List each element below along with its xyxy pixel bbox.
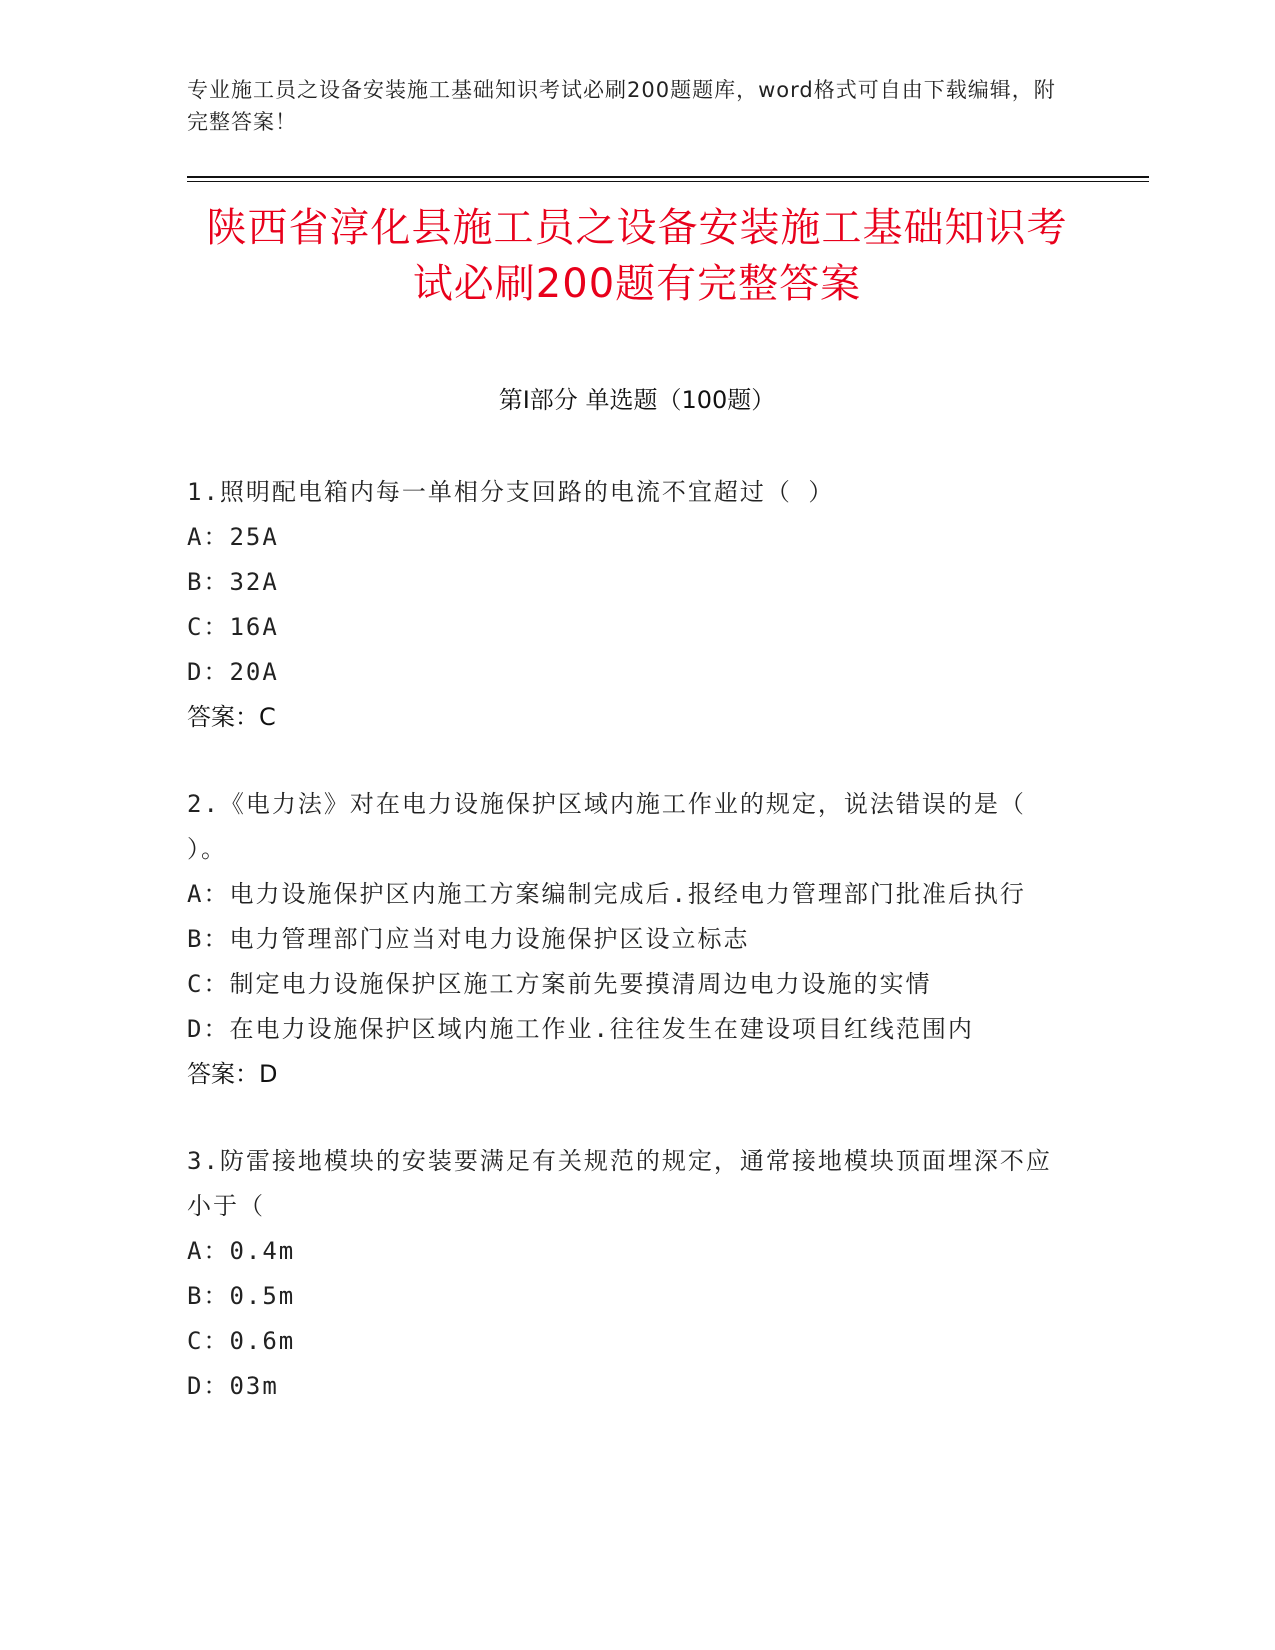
option-c: C：16A [187, 613, 279, 641]
option-b: B：32A [187, 568, 279, 596]
question-stem: 1.照明配电箱内每一单相分支回路的电流不宜超过（ ） [187, 478, 835, 506]
document-title: 陕西省淳化县施工员之设备安装施工基础知识考试必刷200题有完整答案 [206, 205, 1068, 307]
option-c: C：制定电力设施保护区施工方案前先要摸清周边电力设施的实情 [187, 970, 932, 998]
answer: 答案：C [187, 703, 276, 731]
question-2 [187, 782, 1067, 1097]
option-a: A：电力设施保护区内施工方案编制完成后.报经电力管理部门批准后执行 [187, 880, 1026, 908]
header-note: 专业施工员之设备安装施工基础知识考试必刷200题题库，word格式可自由下载编辑，附完整答案！ [187, 78, 1056, 134]
header-rule-thin [187, 181, 1149, 182]
option-d: D：20A [187, 658, 279, 686]
section-title: 第I部分 单选题（100题） [498, 386, 776, 414]
option-a: A：0.4m [187, 1237, 296, 1265]
option-d: D：在电力设施保护区域内施工作业.往往发生在建设项目红线范围内 [187, 1015, 974, 1043]
option-c: C：0.6m [187, 1327, 296, 1355]
option-b: B：电力管理部门应当对电力设施保护区设立标志 [187, 925, 750, 953]
answer: 答案：D [187, 1060, 278, 1088]
question-stem: 3.防雷接地模块的安装要满足有关规范的规定，通常接地模块顶面埋深不应小于（ [187, 1147, 1052, 1220]
option-a: A：25A [187, 523, 279, 551]
question-stem: 2.《电力法》对在电力设施保护区域内施工作业的规定，说法错误的是（ ）。 [187, 790, 1026, 863]
question-3 [187, 1139, 1067, 1409]
option-b: B：0.5m [187, 1282, 296, 1310]
option-d: D：03m [187, 1372, 279, 1400]
question-1 [187, 470, 1067, 740]
question-list [187, 470, 1067, 1451]
header-rule-thick [187, 176, 1149, 178]
